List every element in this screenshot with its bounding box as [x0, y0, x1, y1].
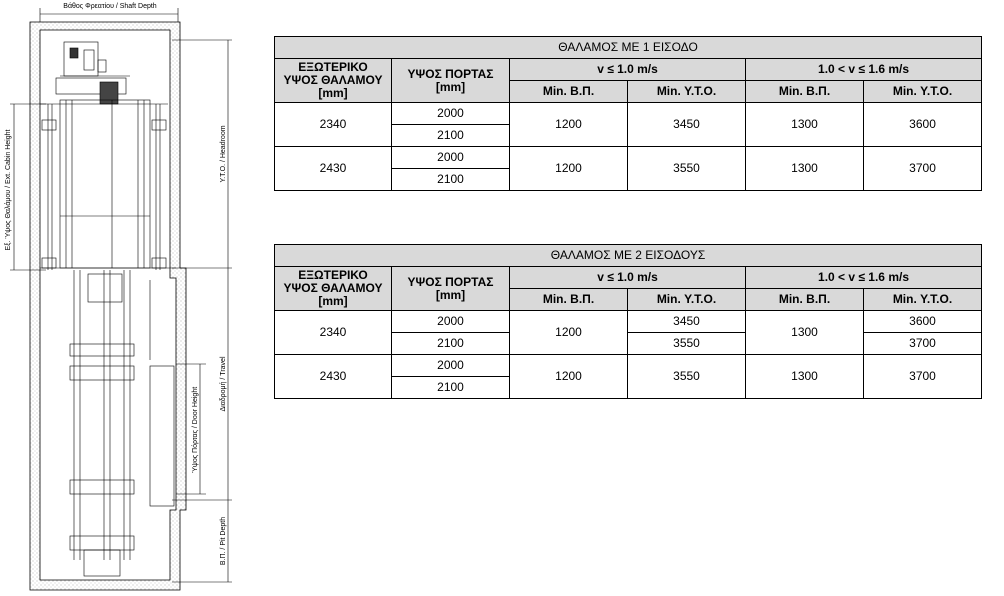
header-speed-low: v ≤ 1.0 m/s — [510, 59, 746, 81]
cabin-height-cell: 2430 — [275, 355, 392, 399]
table-title: ΘΑΛΑΜΟΣ ΜΕ 1 ΕΙΣΟΔΟ — [275, 37, 982, 59]
min-headroom-cell: 3550 — [628, 147, 746, 191]
min-headroom-cell: 3450 — [628, 311, 746, 333]
min-pit-cell: 1300 — [746, 311, 864, 355]
min-headroom-cell: 3450 — [628, 103, 746, 147]
cabin — [40, 100, 176, 270]
door-height-cell: 2100 — [392, 333, 510, 355]
door-height-cell: 2000 — [392, 147, 510, 169]
header-min-pit: Min. Β.Π. — [746, 289, 864, 311]
cabin-height-cell: 2340 — [275, 103, 392, 147]
left-dimension — [10, 104, 46, 270]
min-headroom-cell: 3700 — [864, 355, 982, 399]
table-row — [275, 355, 982, 377]
door-height-cell: 2100 — [392, 169, 510, 191]
door-height-cell: 2100 — [392, 377, 510, 399]
shaft-walls — [30, 22, 186, 590]
header-min-headroom: Min. Υ.Τ.Ο. — [864, 289, 982, 311]
elevator-shaft-drawing — [0, 0, 240, 596]
cabin-height-cell: 2430 — [275, 147, 392, 191]
table-row — [275, 311, 982, 333]
header-min-headroom: Min. Υ.Τ.Ο. — [628, 289, 746, 311]
min-pit-cell: 1200 — [510, 103, 628, 147]
door-height-cell: 2100 — [392, 125, 510, 147]
table-row — [275, 147, 982, 169]
door-height-cell: 2000 — [392, 311, 510, 333]
min-headroom-cell: 3550 — [628, 333, 746, 355]
table-title: ΘΑΛΑΜΟΣ ΜΕ 2 ΕΙΣΟΔΟΥΣ — [275, 245, 982, 267]
min-pit-cell: 1300 — [746, 147, 864, 191]
hoistway — [70, 270, 174, 576]
header-speed-high: 1.0 < v ≤ 1.6 m/s — [746, 59, 982, 81]
header-min-pit: Min. Β.Π. — [510, 81, 628, 103]
travel-label: Διαδρομή / Travel — [220, 356, 227, 412]
min-headroom-cell: 3700 — [864, 147, 982, 191]
pit-depth-label: Β.Π. / Pit Depth — [220, 516, 227, 566]
table-single-entrance — [274, 36, 982, 191]
door-height-cell: 2000 — [392, 103, 510, 125]
min-headroom-cell: 3600 — [864, 103, 982, 147]
header-door-height: ΥΨΟΣ ΠΟΡΤΑΣ [mm] — [392, 267, 510, 311]
min-pit-cell: 1300 — [746, 355, 864, 399]
header-cabin-height: ΕΞΩΤΕΡΙΚΟ ΥΨΟΣ ΘΑΛΑΜΟΥ [mm] — [275, 267, 392, 311]
cabin-height-cell: 2340 — [275, 311, 392, 355]
min-headroom-cell: 3600 — [864, 311, 982, 333]
min-pit-cell: 1200 — [510, 311, 628, 355]
min-headroom-cell: 3550 — [628, 355, 746, 399]
cabin-height-label: Εξ. Ύψος Θαλάμου / Ext. Cabin Height — [5, 129, 12, 251]
header-speed-low: v ≤ 1.0 m/s — [510, 267, 746, 289]
min-pit-cell: 1300 — [746, 103, 864, 147]
min-pit-cell: 1200 — [510, 355, 628, 399]
header-min-headroom: Min. Υ.Τ.Ο. — [864, 81, 982, 103]
machine-unit — [56, 42, 130, 104]
headroom-label: Υ.Τ.Ο. / Headroom — [220, 125, 227, 183]
min-headroom-cell: 3700 — [864, 333, 982, 355]
header-min-pit: Min. Β.Π. — [746, 81, 864, 103]
door-height-label: Ύψος Πόρτας / Door Height — [192, 386, 199, 474]
header-min-headroom: Min. Υ.Τ.Ο. — [628, 81, 746, 103]
min-pit-cell: 1200 — [510, 147, 628, 191]
header-door-height: ΥΨΟΣ ΠΟΡΤΑΣ [mm] — [392, 59, 510, 103]
header-cabin-height: ΕΞΩΤΕΡΙΚΟ ΥΨΟΣ ΘΑΛΑΜΟΥ [mm] — [275, 59, 392, 103]
shaft-depth-label: Βάθος Φρεατίου / Shaft Depth — [63, 3, 157, 10]
header-min-pit: Min. Β.Π. — [510, 289, 628, 311]
table-row — [275, 103, 982, 125]
door-height-cell: 2000 — [392, 355, 510, 377]
header-speed-high: 1.0 < v ≤ 1.6 m/s — [746, 267, 982, 289]
table-double-entrance — [274, 244, 982, 399]
